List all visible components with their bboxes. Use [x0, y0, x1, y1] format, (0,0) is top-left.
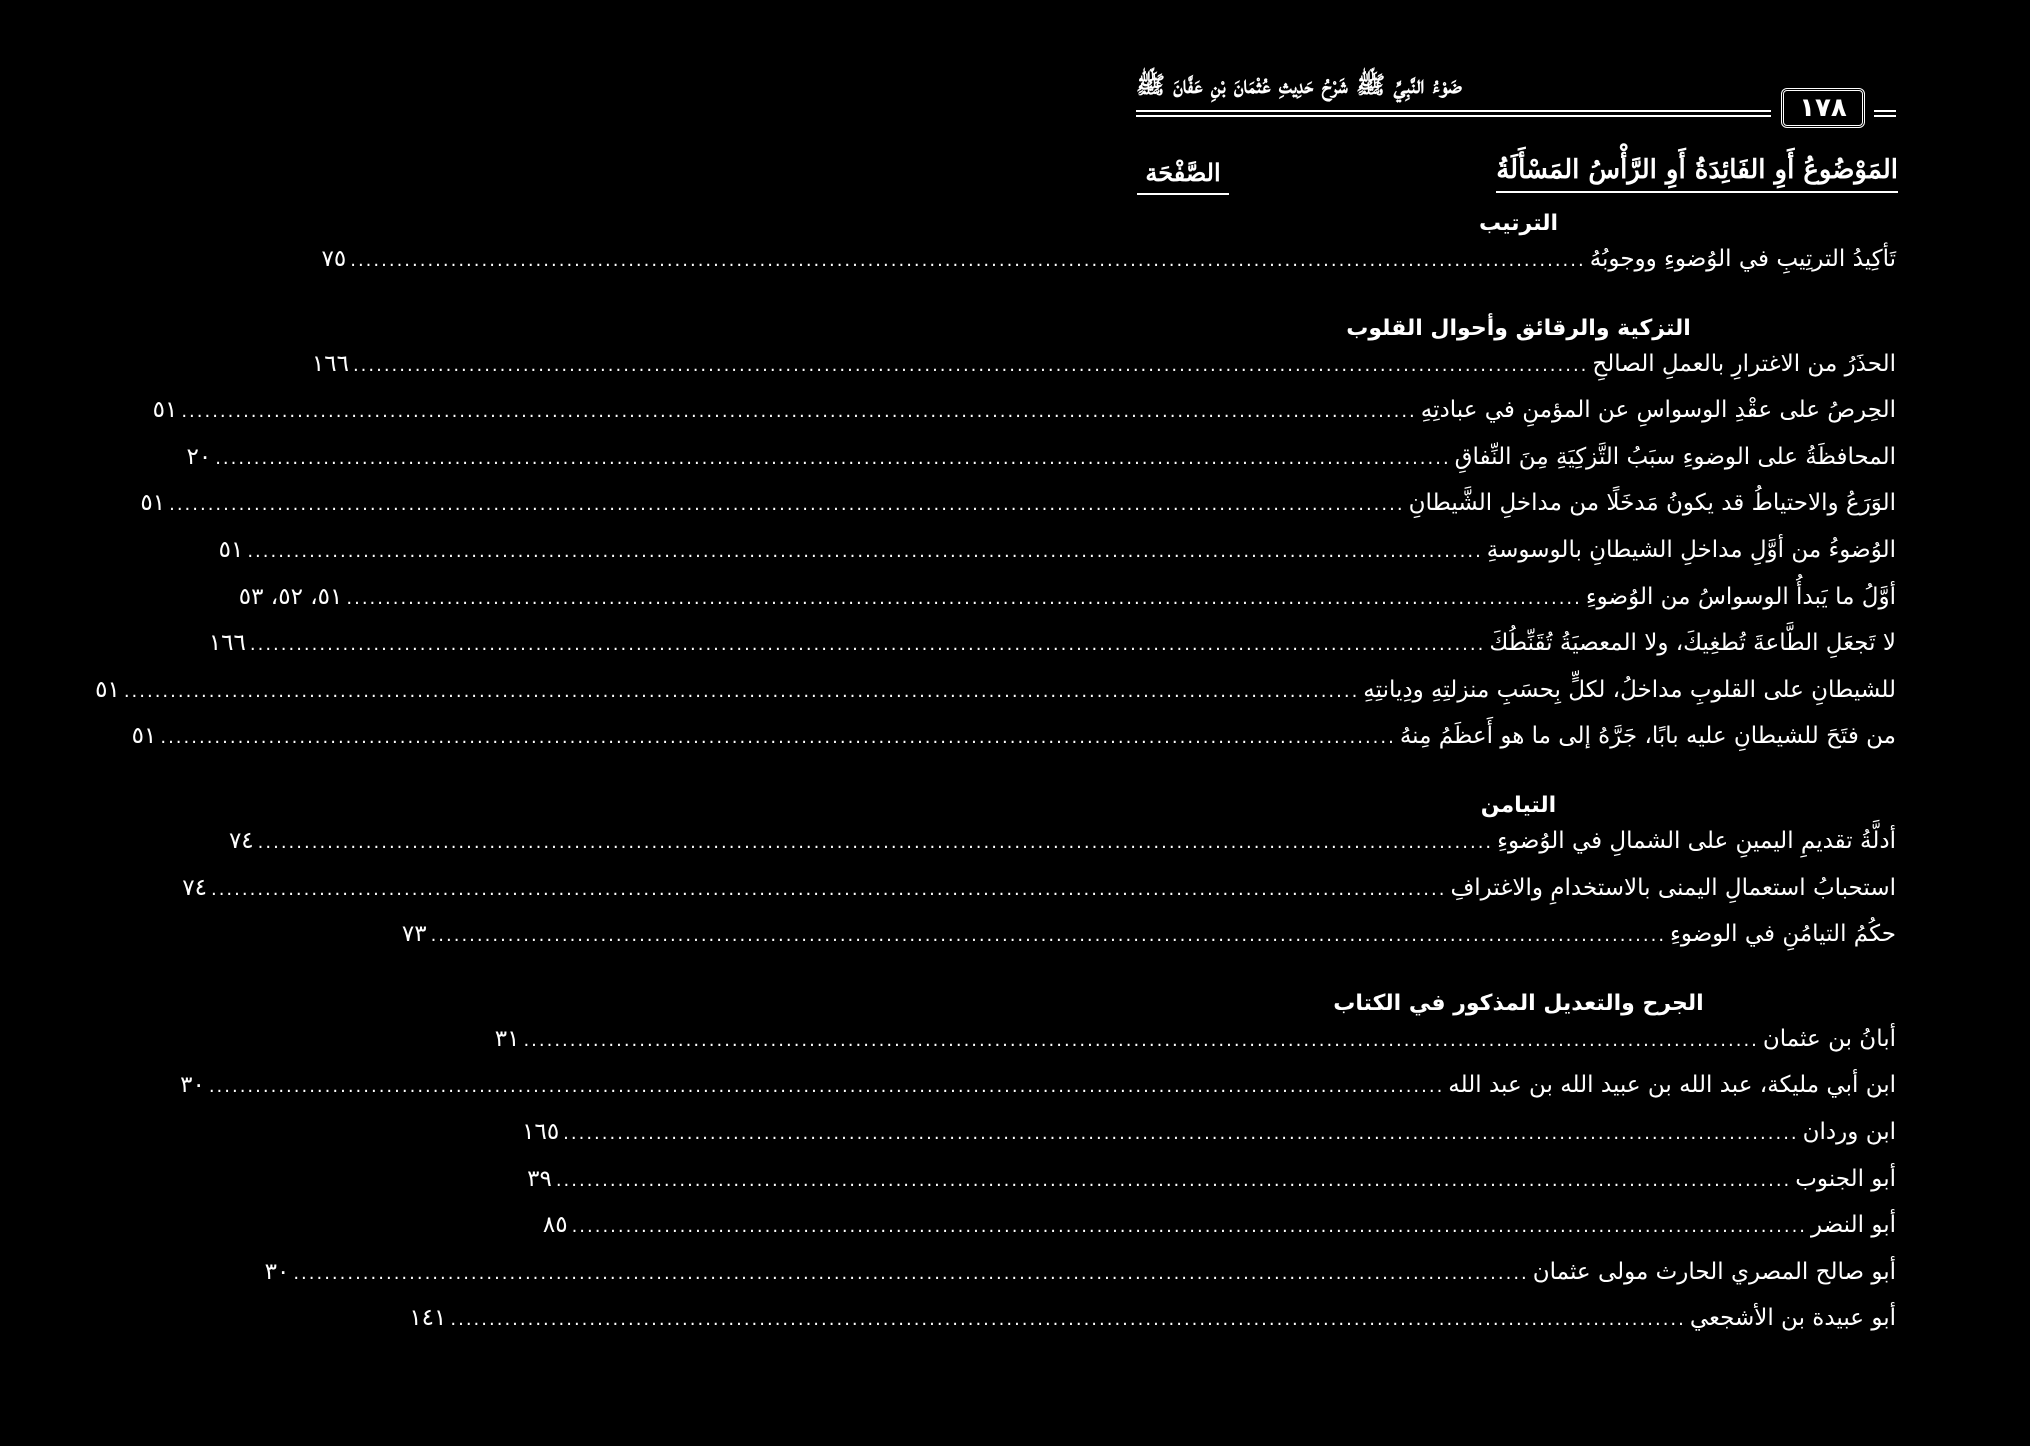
entry-title: الوُضوءُ من أوَّلِ مداخلِ الشيطانِ بالوسوسةِ — [1486, 536, 1896, 563]
entry-title: أبانُ بن عثمان — [1762, 1025, 1896, 1052]
dot-leader: ................................................................................................................................................................ — [571, 1216, 1808, 1238]
index-entry — [208, 630, 1896, 677]
dot-leader: ................................................................................................................................................................ — [352, 354, 1589, 376]
entry-title: استحبابُ استعمالِ اليمنى بالاستخدامِ والاغترافِ — [1450, 874, 1896, 901]
book-title: ضَوْءُ النَّبِيِّ ﷺ شَرْحُ حَدِيثِ عُثْمَانَ بْنِ عَفَّانَ ﷺ — [1136, 70, 1462, 99]
entry-page: ٨٥ — [542, 1212, 568, 1239]
dot-leader: ................................................................................................................................................................ — [247, 540, 1483, 562]
dot-leader: ................................................................................................................................................................ — [215, 447, 1451, 469]
entry-title: المحافظَةُ على الوضوءِ سبَبُ التَّزكِيَةِ مِنَ النِّفاقِ — [1454, 443, 1896, 470]
index-entry — [321, 246, 1896, 293]
dot-leader: ................................................................................................................................................................ — [257, 831, 1494, 853]
dot-leader: ................................................................................................................................................................ — [160, 727, 1396, 749]
index-entry — [182, 874, 1896, 922]
entry-title: ابن وردان — [1802, 1118, 1896, 1145]
entry-page: ٣١ — [494, 1025, 520, 1052]
dot-leader: ................................................................................................................................................................ — [563, 1122, 1799, 1144]
index-entry — [131, 723, 1896, 770]
index-entry — [95, 676, 1896, 724]
entry-page: ٥١ — [95, 676, 120, 703]
entry-title: حكُمُ التيامُنِ في الوضوءِ — [1670, 921, 1896, 948]
dot-leader: ................................................................................................................................................................ — [430, 925, 1667, 947]
entry-page: ١٦٦ — [208, 630, 246, 657]
entry-page: ٥١ — [140, 490, 166, 517]
entry-page: ١٤١ — [409, 1305, 447, 1332]
index-entry — [311, 350, 1896, 398]
entry-page: ٧٤ — [182, 874, 207, 901]
dot-leader: ................................................................................................................................................................ — [208, 1076, 1445, 1098]
dot-leader: ................................................................................................................................................................ — [169, 494, 1405, 516]
entry-page: ٥١ — [152, 397, 178, 424]
dot-leader: ................................................................................................................................................................ — [181, 401, 1417, 423]
entry-title: للشيطانِ على القلوبِ مداخلُ، لكلٍّ بِحسَبِ منزلتِهِ ودِيانتِهِ — [1363, 676, 1896, 703]
page-column-label: الصَّفْحَة — [1137, 158, 1229, 195]
index-entry — [264, 1258, 1896, 1306]
header-rule — [1136, 110, 1771, 117]
index-entry — [228, 827, 1896, 875]
entry-title: أبو صالح المصري الحارث مولى عثمان — [1532, 1258, 1896, 1285]
group-heading: الترتيب — [1479, 211, 1558, 236]
entry-title: الوَرَعُ والاحتياطُ قد يكونُ مَدخَلًا من مداخلِ الشَّيطانِ — [1408, 490, 1896, 517]
dot-leader: ................................................................................................................................................................ — [293, 1262, 1529, 1284]
entry-page: ٧٣ — [401, 921, 427, 948]
dot-leader: ................................................................................................................................................................ — [346, 587, 1582, 609]
entry-page: ٥١، ٥٢، ٥٣ — [238, 583, 343, 610]
entry-page: ٢٠ — [186, 443, 212, 470]
index-entry — [152, 397, 1896, 444]
dot-leader: ................................................................................................................................................................ — [210, 878, 1447, 900]
page-number: ١٧٨ — [1781, 88, 1865, 128]
entry-title: أوَّلُ ما يَبدأُ الوسواسُ من الوُضوءِ — [1585, 583, 1896, 610]
entry-page: ١٦٥ — [522, 1118, 560, 1145]
group-heading: الجرح والتعديل المذكور في الكتاب — [1333, 990, 1704, 1016]
index-entry — [218, 536, 1896, 584]
entry-page: ٣٠ — [264, 1258, 290, 1285]
entry-page: ٥١ — [131, 723, 157, 750]
entry-page: ٥١ — [218, 536, 244, 563]
entry-title: الحذَرُ من الاغترارِ بالعملِ الصالحِ — [1592, 350, 1896, 377]
page-header — [1136, 70, 1896, 140]
dot-leader: ................................................................................................................................................................ — [350, 250, 1586, 271]
entry-page: ٧٤ — [228, 827, 254, 854]
dot-leader: ................................................................................................................................................................ — [523, 1029, 1759, 1051]
index-entry — [401, 921, 1896, 968]
index-content — [95, 202, 1896, 1352]
index-entry — [527, 1165, 1896, 1213]
dot-leader: ................................................................................................................................................................ — [555, 1169, 1792, 1191]
entry-title: الحِرصُ على عقْدِ الوسواسِ عن المؤمنِ في عبادتِهِ — [1420, 397, 1896, 424]
entry-page: ١٦٦ — [311, 350, 349, 377]
index-entry — [409, 1305, 1896, 1352]
entry-title: تَأكِيدُ الترتِيبِ في الوُضوءِ ووجوبُهُ — [1589, 246, 1896, 272]
entry-page: ٣٠ — [180, 1072, 205, 1099]
group-heading: التيامن — [1480, 792, 1557, 818]
index-entry — [186, 443, 1896, 491]
header-rule-short — [1874, 110, 1896, 117]
entry-title: أدلَّةُ تقديمِ اليمينِ على الشمالِ في الوُضوءِ — [1497, 827, 1896, 854]
entry-title: أبو النضر — [1811, 1212, 1896, 1239]
entry-title: من فتَحَ للشيطانِ عليه بابًا، جَرَّهُ إلى ما هو أَعظَمُ مِنهُ — [1399, 723, 1896, 750]
entry-title: لا تَجعَلِ الطَّاعةَ تُطغِيكَ، ولا المعصيَةُ تُقَنِّطُكَ — [1489, 630, 1896, 657]
entry-title: أبو عبيدة بن الأشجعي — [1689, 1305, 1896, 1332]
index-entry — [238, 583, 1896, 631]
index-entry — [522, 1118, 1896, 1166]
index-entry — [180, 1072, 1896, 1119]
entry-title: أبو الجنوب — [1795, 1165, 1896, 1192]
dot-leader: ................................................................................................................................................................ — [249, 634, 1486, 656]
dot-leader: ................................................................................................................................................................ — [123, 680, 1360, 702]
entry-page: ٧٥ — [321, 246, 347, 272]
index-entry — [140, 490, 1896, 537]
index-entry — [542, 1212, 1896, 1259]
index-section-title: المَوْضُوعُ أَوِ الفَائِدَةُ أَوِ الرَّأْسُ المَسْأَلَةُ — [1496, 155, 1898, 193]
dot-leader: ................................................................................................................................................................ — [450, 1309, 1686, 1331]
index-entry — [494, 1025, 1896, 1073]
entry-page: ٣٩ — [527, 1165, 552, 1192]
group-heading: التزكية والرقائق وأحوال القلوب — [1346, 315, 1691, 341]
entry-title: ابن أبي مليكة، عبد الله بن عبيد الله بن عبد الله — [1448, 1072, 1896, 1099]
